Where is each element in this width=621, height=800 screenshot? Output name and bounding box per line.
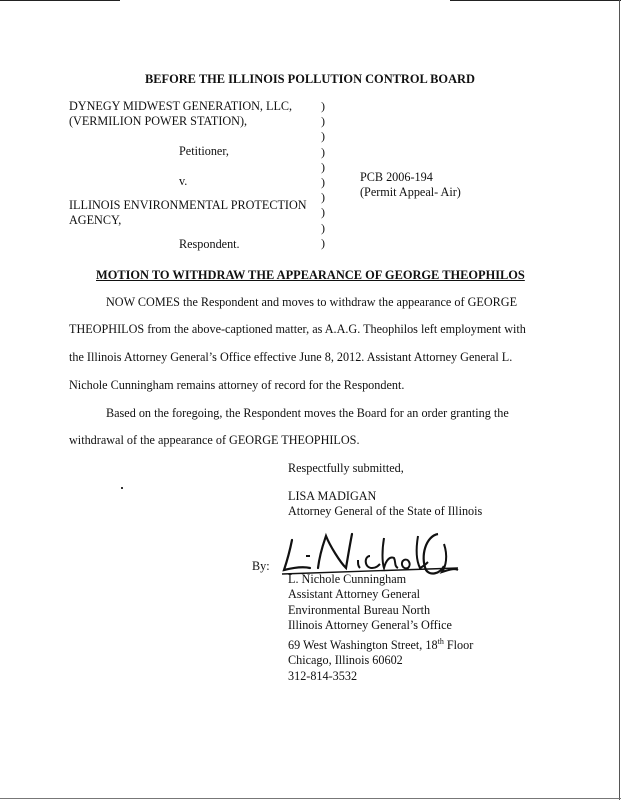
paragraph-1-line-4: Nichole Cunningham remains attorney of record for the Respondent. <box>69 378 405 392</box>
respondent-role: Respondent. <box>179 237 240 251</box>
scan-speck <box>121 487 123 489</box>
scan-top-line-left <box>0 0 120 1</box>
address-superscript: th <box>437 636 444 646</box>
scan-top-line-right <box>450 0 621 1</box>
versus-label: v. <box>179 174 188 188</box>
by-label: By: <box>252 559 270 573</box>
attorney-general-title: Attorney General of the State of Illinois <box>288 504 483 518</box>
respondent-name-line-1: ILLINOIS ENVIRONMENTAL PROTECTION <box>69 198 307 212</box>
paren-mark: ) <box>321 190 325 205</box>
board-heading: BEFORE THE ILLINOIS POLLUTION CONTROL BOARD <box>145 72 475 86</box>
petitioner-role: Petitioner, <box>179 144 229 158</box>
attorney-general-name: LISA MADIGAN <box>288 489 377 503</box>
case-type: (Permit Appeal- Air) <box>360 185 461 199</box>
address-suffix: Floor <box>443 637 474 652</box>
signer-bureau: Environmental Bureau North <box>288 602 431 617</box>
petitioner-name-line-2: (VERMILION POWER STATION), <box>69 114 248 128</box>
handwritten-signature <box>280 526 460 578</box>
paren-mark: ) <box>321 174 325 189</box>
address-prefix: 69 West Washington Street, 18 <box>288 637 438 652</box>
paragraph-1-line-3: the Illinois Attorney General’s Office effective June 8, 2012. Assistant Attorney General L. <box>69 350 513 364</box>
scan-right-edge <box>619 0 620 800</box>
signer-block <box>288 572 473 684</box>
signer-office: Illinois Attorney General’s Office <box>288 618 452 633</box>
paren-mark: ) <box>321 235 325 250</box>
signer-city: Chicago, Illinois 60602 <box>288 653 403 668</box>
motion-title: MOTION TO WITHDRAW THE APPEARANCE OF GEORGE THEOPHILOS <box>96 268 525 282</box>
paren-mark: ) <box>321 220 325 235</box>
petitioner-name-line-1: DYNEGY MIDWEST GENERATION, LLC, <box>69 99 293 113</box>
paragraph-1-line-2: THEOPHILOS from the above-captioned matter, as A.A.G. Theophilos left employment with <box>69 322 526 336</box>
paren-mark: ) <box>321 144 325 159</box>
signer-name: L. Nichole Cunningham <box>288 572 407 586</box>
paren-mark: ) <box>321 159 325 174</box>
paragraph-2-line-1: Based on the foregoing, the Respondent moves the Board for an order granting the <box>106 406 509 420</box>
paren-mark: ) <box>321 205 325 220</box>
case-number: PCB 2006-194 <box>360 170 433 184</box>
paragraph-2-line-2: withdrawal of the appearance of GEORGE THEOPHILOS. <box>69 433 360 447</box>
paragraph-1-line-1: NOW COMES the Respondent and moves to withdraw the appearance of GEORGE <box>106 295 518 309</box>
signer-address <box>288 634 473 653</box>
paren-mark: ) <box>321 99 325 113</box>
scan-bottom-line <box>0 798 621 799</box>
closing-line: Respectfully submitted, <box>288 461 404 475</box>
signer-phone: 312-814-3532 <box>288 668 358 683</box>
signer-title: Assistant Attorney General <box>288 587 421 602</box>
caption-parenthesis-column <box>321 99 331 251</box>
paren-mark: ) <box>321 129 325 144</box>
paren-mark: ) <box>321 114 325 129</box>
respondent-name-line-2: AGENCY, <box>69 213 122 227</box>
